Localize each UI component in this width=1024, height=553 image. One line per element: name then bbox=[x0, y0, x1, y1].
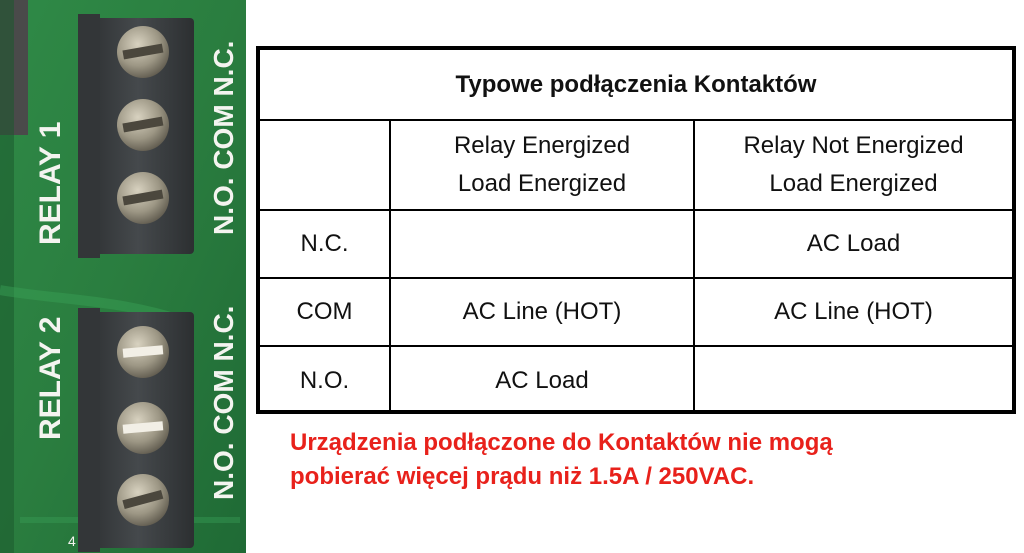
table-title: Typowe podłączenia Kontaktów bbox=[260, 50, 1012, 120]
relay2-label: RELAY 2 bbox=[34, 316, 67, 440]
table-row bbox=[260, 278, 1012, 346]
current-limit-warning bbox=[290, 426, 990, 494]
row-label-nc: N.C. bbox=[260, 210, 390, 278]
cell-com-energized: AC Line (HOT) bbox=[390, 278, 694, 346]
cell-no-energized: AC Load bbox=[390, 346, 694, 414]
warning-line-1: Urządzenia podłączone do Kontaktów nie mogą bbox=[290, 429, 833, 456]
relay1-terminal-block bbox=[78, 14, 194, 258]
header-relay-energized-line2: Load Energized bbox=[457, 170, 627, 197]
relay2-terminal-block bbox=[78, 308, 194, 552]
row-label-com: COM bbox=[260, 278, 390, 346]
cell-nc-energized bbox=[390, 210, 694, 278]
row-label-no: N.O. bbox=[260, 346, 390, 414]
empty-header-cell bbox=[260, 120, 390, 210]
relay2-terminal-labels: N.O. COM N.C. bbox=[208, 305, 239, 500]
connection-table bbox=[256, 46, 1016, 414]
cell-no-not-energized bbox=[694, 346, 1012, 414]
pin-label: 4 bbox=[68, 533, 76, 549]
header-relay-not-energized-line1: Relay Not Energized bbox=[743, 132, 964, 159]
header-relay-energized-line1: Relay Energized bbox=[453, 132, 631, 159]
cell-com-not-energized: AC Line (HOT) bbox=[694, 278, 1012, 346]
warning-line-2: pobierać więcej prądu niż 1.5A / 250VAC. bbox=[290, 463, 755, 490]
header-relay-not-energized-line2: Load Energized bbox=[769, 170, 938, 197]
cell-nc-not-energized: AC Load bbox=[694, 210, 1012, 278]
table-row bbox=[260, 346, 1012, 414]
table-row bbox=[260, 210, 1012, 278]
header-relay-not-energized bbox=[694, 120, 1012, 210]
relay1-label: RELAY 1 bbox=[34, 121, 67, 245]
relay-board-photo bbox=[0, 0, 246, 553]
relay1-terminal-labels: N.O. COM N.C. bbox=[208, 40, 239, 235]
header-relay-energized bbox=[390, 120, 694, 210]
